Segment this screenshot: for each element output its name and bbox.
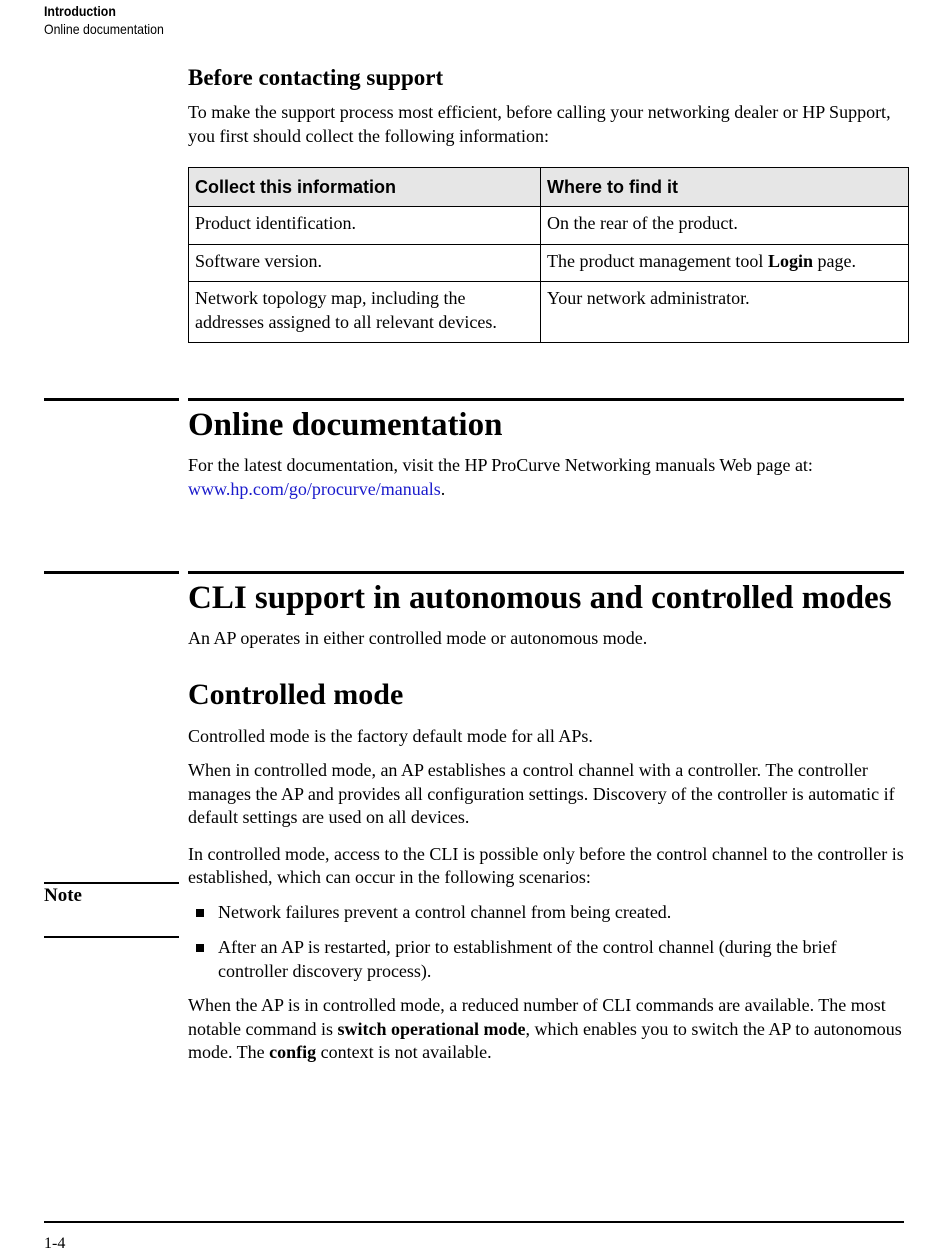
table-row (189, 244, 909, 282)
login-page-term: Login (767, 250, 813, 271)
running-header-chapter: Introduction (44, 3, 116, 19)
online-docs-description: For the latest documentation, visit the HP ProCurve Networking manuals Web page at: (188, 455, 813, 475)
section-rule-right (188, 571, 904, 574)
cli-section (188, 581, 904, 1065)
where-text-suffix: page. (812, 250, 856, 271)
cli-heading: CLI support in autonomous and controlled modes (188, 580, 892, 616)
table-row (189, 282, 909, 343)
controlled-mode-heading: Controlled mode (188, 677, 404, 711)
closing-part2: , which enables you to switch the AP to autonomous mode. The (188, 1018, 902, 1062)
page-number: 1-4 (44, 1235, 66, 1252)
section-rule-left (44, 571, 179, 574)
table-cell-collect: Product identification. (189, 207, 541, 245)
where-text-prefix: The product management tool (547, 250, 768, 271)
switch-operational-mode-command: switch operational mode (337, 1018, 526, 1039)
note-label: Note (44, 885, 82, 906)
table-cell-collect: Network topology map, including the addresses assigned to all relevant devices. (189, 282, 541, 343)
square-bullet-icon (196, 909, 204, 917)
closing-part1: When the AP is in controlled mode, a reduced number of CLI commands are available. The most notable command is (188, 995, 886, 1039)
table-cell-collect: Software version. (189, 244, 541, 282)
list-item-text: Network failures prevent a control channel from being created. (218, 901, 672, 922)
list-item-text: After an AP is restarted, prior to establishment of the control channel (during the brief controller discovery process). (218, 937, 837, 981)
list-item (188, 901, 904, 925)
table-cell-where: On the rear of the product. (541, 207, 909, 245)
closing-part3: context is not available. (316, 1042, 492, 1062)
footer-rule (44, 1221, 904, 1223)
online-docs-heading: Online documentation (188, 407, 503, 443)
table-header-where: Where to find it (541, 168, 909, 207)
online-docs-section (188, 408, 904, 501)
note-text: In controlled mode, access to the CLI is possible only before the control channel to the controller is established, which can occur in the following scenarios: (188, 843, 904, 887)
table-cell-where: Your network administrator. (541, 282, 909, 343)
cli-intro: An AP operates in either controlled mode or autonomous mode. (188, 628, 648, 648)
section-rule-left (44, 398, 179, 401)
note-rule-bottom (44, 936, 179, 938)
running-header-section: Online documentation (44, 21, 164, 37)
table-row (189, 207, 909, 245)
controlled-mode-p1: Controlled mode is the factory default mode for all APs. (188, 725, 593, 746)
support-info-table (188, 167, 909, 343)
link-suffix: . (440, 478, 446, 499)
support-intro: To make the support process most efficient, before calling your networking dealer or HP Support, you first should collect the following information: (188, 102, 891, 146)
controlled-mode-p2: When in controlled mode, an AP establishes a control channel with a controller. The controller manages the AP and provides all configuration settings. Discovery of the controller is automatic if default settings are used on all devices. (188, 760, 895, 827)
manuals-link[interactable]: www.hp.com/go/procurve/manuals (188, 478, 441, 499)
table-header-collect: Collect this information (189, 168, 541, 207)
section-rule-right (188, 398, 904, 401)
online-docs-text (188, 454, 904, 501)
table-header-row (189, 168, 909, 207)
table-cell-where (541, 244, 909, 282)
scenario-list (188, 901, 904, 984)
note-rule-top (44, 882, 179, 884)
config-context-term: config (269, 1042, 317, 1062)
support-section (188, 64, 904, 343)
closing-paragraph (188, 994, 904, 1065)
support-heading: Before contacting support (188, 65, 444, 90)
running-header (44, 2, 164, 38)
square-bullet-icon (196, 944, 204, 952)
list-item (188, 936, 904, 983)
